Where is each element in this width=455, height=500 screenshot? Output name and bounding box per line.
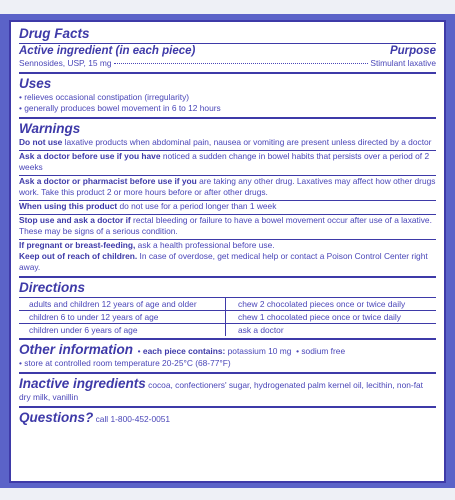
active-header [19,43,436,58]
other-info-heading: Other information [19,342,133,357]
inactive-heading: Inactive ingredients [19,376,146,391]
directions-dose: ask a doctor [238,325,284,335]
other-information-section [19,338,436,372]
questions-heading: Questions? [19,410,94,425]
inactive-list: cocoa, confectioners' sugar, hydrogenated palm kernel oil, lecithin, non-fat dry milk, vanillin [19,380,424,402]
active-ingredient-heading: Active ingredient (in each piece) [19,45,196,57]
uses-section [19,72,436,117]
active-ingredient: Sennosides, USP, 15 mg [19,58,112,68]
warnings-section [19,117,436,276]
drug-facts-panel [9,20,446,483]
inactive-ingredients-section [19,372,436,406]
questions-section [19,406,436,429]
directions-dose: chew 1 chocolated piece once or twice daily [238,312,401,322]
warning-pregnant: If pregnant or breast-feeding, ask a health professional before use. [19,239,436,251]
other-info-line: Other information • each piece contains: potassium 10 mg • sodium free [19,342,346,357]
warning-keep-out: Keep out of reach of children. In case of overdose, get medical help or contact a Poison Control Center right away. [19,251,428,272]
directions-row [19,323,436,338]
directions-section [19,276,436,338]
questions-phone: call 1-800-452-0051 [95,414,171,424]
active-row [19,58,436,72]
directions-age: children 6 to under 12 years of age [19,311,226,323]
warning-ask-pharmacist: Ask a doctor or pharmacist before use if you are taking any other drug. Laxatives may affect how other drugs work. Take this product 2 or more hours before or after other drugs. [19,176,436,197]
warning-do-not-use: Do not use laxative products when abdominal pain, nausea or vomiting are present unless directed by a doctor [19,137,432,147]
warning-ask-doctor: Ask a doctor before use if you have noticed a sudden change in bowel habits that persists over a period of 2 weeks [19,150,436,173]
warning-when-using: When using this product do not use for a period longer than 1 week [19,200,436,212]
directions-heading: Directions [19,280,86,295]
leader-dots [114,63,369,64]
drug-facts-title: Drug Facts [19,26,90,41]
package-edge-bottom [0,488,455,500]
purpose-heading: Purpose [389,45,436,57]
storage-info: • store at controlled room temperature 20-25°C (68-77°F) [19,358,231,368]
directions-row [19,297,436,310]
purpose-value: Stimulant laxative [370,58,436,68]
warnings-heading: Warnings [19,121,81,136]
uses-item: • generally produces bowel movement in 6 to 12 hours [19,103,221,113]
directions-row [19,310,436,323]
uses-item: • relieves occasional constipation (irregularity) [19,92,190,102]
directions-age: adults and children 12 years of age and older [19,298,226,310]
directions-dose: chew 2 chocolated pieces once or twice daily [238,299,406,309]
package-edge-top [0,0,455,14]
directions-age: children under 6 years of age [19,324,226,336]
uses-heading: Uses [19,76,52,91]
warning-stop-use: Stop use and ask a doctor if rectal bleeding or failure to have a bowel movement occur after use of a laxative. These may be signs of a serious condition. [19,214,436,237]
